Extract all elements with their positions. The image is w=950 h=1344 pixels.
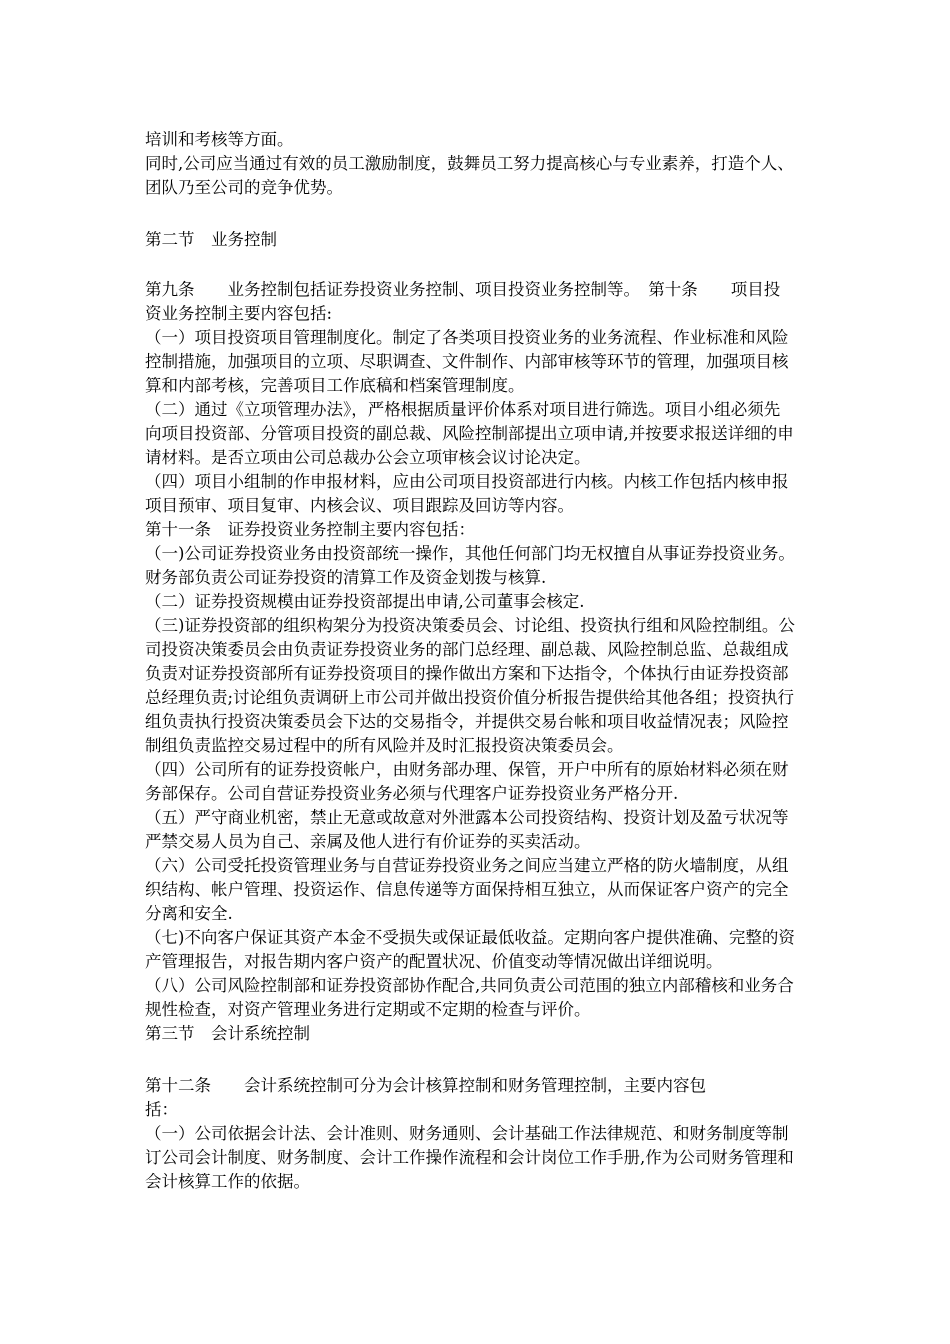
text-line: 向项目投资部、分管项目投资的副总裁、风险控制部提出立项申请,并按要求报送详细的申 (145, 424, 794, 443)
text-line: （二）证券投资规模由证券投资部提出申请,公司董事会核定. (145, 592, 585, 611)
text-line: 控制措施，加强项目的立项、尽职调查、文件制作、内部审核等环节的管理，加强项目核 (145, 352, 789, 371)
text-line: 组负责执行投资决策委员会下达的交易指令，并提供交易台帐和项目收益情况表；风险控 (145, 712, 789, 731)
text-line: （三)证券投资部的组织构架分为投资决策委员会、讨论组、投资执行组和风险控制组。公 (145, 616, 795, 635)
text-line: 请材料。是否立项由公司总裁办公会立项审核会议讨论决定。 (145, 448, 591, 467)
text-line: 资业务控制主要内容包括: (145, 304, 333, 323)
text-line: 第十一条 证券投资业务控制主要内容包括： (145, 520, 475, 539)
text-line: （五）严守商业机密，禁止无意或故意对外泄露本公司投资结构、投资计划及盈亏状况等 (145, 808, 789, 827)
text-line: 总经理负责;讨论组负责调研上市公司并做出投资价值分析报告提供给其他各组；投资执行 (145, 688, 795, 707)
text-line: 制组负责监控交易过程中的所有风险并及时汇报投资决策委员会。 (145, 736, 624, 755)
text-line: （七)不向客户保证其资产本金不受损失或保证最低收益。定期向客户提供准确、完整的资 (145, 928, 795, 947)
text-line: 团队乃至公司的竞争优势。 (145, 178, 343, 197)
text-line: （六）公司受托投资管理业务与自营证券投资业务之间应当建立严格的防火墙制度，从组 (145, 856, 789, 875)
text-line: （八）公司风险控制部和证券投资部协作配合,共同负责公司范围的独立内部稽核和业务合 (145, 976, 794, 995)
text-line: 项目预审、项目复审、内核会议、项目跟踪及回访等内容。 (145, 496, 574, 515)
text-line: （四）公司所有的证券投资帐户，由财务部办理、保管，开户中所有的原始材料必须在财 (145, 760, 789, 779)
text-line: 会计核算工作的依据。 (145, 1172, 310, 1191)
text-line: 括： (145, 1100, 178, 1119)
text-line: 第九条 业务控制包括证券投资业务控制、项目投资业务控制等。 第十条 项目投 (145, 280, 781, 299)
text-line: 同时,公司应当通过有效的员工激励制度，鼓舞员工努力提高核心与专业素养，打造个人、 (145, 154, 794, 173)
text-line: （一）公司依据会计法、会计准则、财务通则、会计基础工作法律规范、和财务制度等制 (145, 1124, 789, 1143)
text-line: 培训和考核等方面。 (145, 130, 294, 149)
section-heading: 第二节 业务控制 (145, 230, 277, 249)
section-heading: 第三节 会计系统控制 (145, 1024, 310, 1043)
text-line: （一）项目投资项目管理制度化。制定了各类项目投资业务的业务流程、作业标准和风险 (145, 328, 789, 347)
text-line: 务部保存。公司自营证券投资业务必须与代理客户证券投资业务严格分开. (145, 784, 679, 803)
text-line: 产管理报告，对报告期内客户资产的配置状况、价值变动等情况做出详细说明。 (145, 952, 723, 971)
text-line: 分离和安全. (145, 904, 233, 923)
text-line: （二）通过《立项管理办法》，严格根据质量评价体系对项目进行筛选。项目小组必须先 (145, 400, 781, 419)
text-line: 司投资决策委员会由负责证券投资业务的部门总经理、副总裁、风险控制总监、总裁组成 (145, 640, 789, 659)
text-line: 严禁交易人员为自己、亲属及他人进行有价证券的买卖活动。 (145, 832, 591, 851)
text-line: （一)公司证券投资业务由投资部统一操作，其他任何部门均无权擅自从事证券投资业务。 (145, 544, 795, 563)
text-line: 织结构、帐户管理、投资运作、信息传递等方面保持相互独立，从而保证客户资产的完全 (145, 880, 789, 899)
text-line: 第十二条 会计系统控制可分为会计核算控制和财务管理控制，主要内容包 (145, 1076, 706, 1095)
text-line: 负责对证券投资部所有证券投资项目的操作做出方案和下达指令，个体执行由证券投资部 (145, 664, 789, 683)
text-line: 算和内部考核，完善项目工作底稿和档案管理制度。 (145, 376, 525, 395)
text-line: 财务部负责公司证券投资的清算工作及资金划拨与核算. (145, 568, 547, 587)
text-line: 规性检查，对资产管理业务进行定期或不定期的检查与评价。 (145, 1000, 591, 1019)
text-line: 订公司会计制度、财务制度、会计工作操作流程和会计岗位工作手册,作为公司财务管理和 (145, 1148, 794, 1167)
text-line: （四）项目小组制的作申报材料，应由公司项目投资部进行内核。内核工作包括内核申报 (145, 472, 789, 491)
